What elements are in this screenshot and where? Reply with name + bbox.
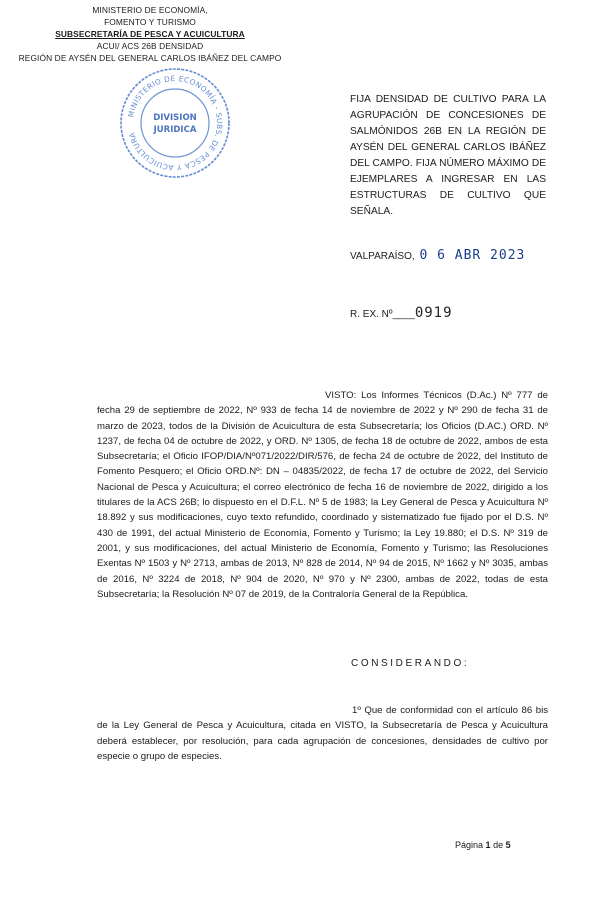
- page-of-word: de: [493, 840, 504, 850]
- stamp-center-line-1: DIVISION: [153, 113, 197, 123]
- stamp-ring-text: MINISTERIO DE ECONOMÍA - SUBS. DE PESCA Y ACUICULTURA: [126, 73, 225, 173]
- resolution-label: R. EX. Nº: [350, 309, 393, 320]
- resolution-title: FIJA DENSIDAD DE CULTIVO PARA LA AGRUPACIÓN DE CONCESIONES DE SALMÓNIDOS 26B EN LA REGIÓN DE AYSÉN DEL GENERAL CARLOS IBÁÑEZ DEL CAMPO. FIJA NÚMERO MÁXIMO DE EJEMPLARES A INGRESAR EN LAS ESTRUCTURAS DE CULTIVO QUE SEÑALA.: [350, 94, 546, 217]
- header-line-3: SUBSECRETARÍA DE PESCA Y ACUICULTURA: [55, 29, 245, 39]
- division-juridica-stamp: [118, 66, 232, 180]
- header-line-5: REGIÓN DE AYSÉN DEL GENERAL CARLOS IBÁÑEZ DEL CAMPO: [18, 53, 282, 63]
- resolution-number: [350, 305, 550, 321]
- page-current: 1: [485, 840, 491, 850]
- page-number: [455, 840, 511, 850]
- page-total: 5: [505, 840, 511, 850]
- considerando-paragraph-1: 1º Que de conformidad con el artículo 86 bis de la Ley General de Pesca y Acuicultura, citada en VISTO, la Subsecretaría de Pesca y Acuicultura deberá establecer, por resolución, para cada agrupación de concesiones, densidades de cultivo por especie o grupo de especies.: [97, 705, 548, 762]
- considerando-heading: CONSIDERANDO:: [351, 658, 470, 669]
- place-date: [350, 248, 550, 263]
- resolution-value: 0919: [414, 305, 453, 321]
- header-line-1: MINISTERIO DE ECONOMÍA,: [92, 5, 208, 15]
- place-label: VALPARAÍSO,: [350, 251, 415, 262]
- header-line-2: FOMENTO Y TURISMO: [104, 17, 196, 27]
- visto-paragraph: VISTO: Los Informes Técnicos (D.Ac.) Nº 777 de fecha 29 de septiembre de 2022, Nº 933 de fecha 14 de noviembre de 2022 y Nº 290 de fecha 31 de marzo de 2023, todos de la División de Acuicultura de esta Subsecretaría; los Oficios (D.AC.) ORD. Nº 1237, de fecha 04 de octubre de 2022, y ORD. Nº 1305, de fecha 18 de octubre de 2022, ambos de esta Subsecretaría; el Oficio IFOP/DIA/Nº071/2022/DIR/576, de fecha 24 de octubre de 2022, del Instituto de Fomento Pesquero; el Oficio ORD.Nº: DN – 04835/2022, de fecha 17 de octubre de 2022, del Servicio Nacional de Pesca y Acuicultura; el correo electrónico de fecha 16 de noviembre de 2022, dirigido a los titulares de la ACS 26B; lo dispuesto en el D.F.L. Nº 5 de 1983; la Ley General de Pesca y Acuicultura Nº 18.892 y sus modificaciones, cuyo texto refundido, coordinado y sistematizado fue fijado por el D.S. Nº 430 de 1991, del actual Ministerio de Economía, Fomento y Turismo; la Ley 19.880; el D.S. Nº 319 de 2001, y sus modificaciones, del actual Ministerio de Economía, Fomento y Turismo; las Resoluciones Exentas Nº 1503 y Nº 2713, ambas de 2013, Nº 828 de 2014, Nº 94 de 2015, Nº 1662 y Nº 3035, ambas de 2016, Nº 3224 de 2018, Nº 904 de 2020, Nº 970 y Nº 2300, ambas de 2022, todas de esta Subsecretaría; la Resolución Nº 07 de 2019, de la Contraloría General de la República.: [97, 390, 548, 600]
- ministry-header: [0, 4, 300, 64]
- page-word: Página: [455, 840, 484, 850]
- resolution-blank: ____: [392, 309, 415, 320]
- stamped-date: 0 6 ABR 2023: [419, 248, 526, 263]
- stamp-center-line-2: JURIDICA: [153, 125, 197, 135]
- header-line-4: ACUI/ ACS 26B DENSIDAD: [96, 41, 204, 51]
